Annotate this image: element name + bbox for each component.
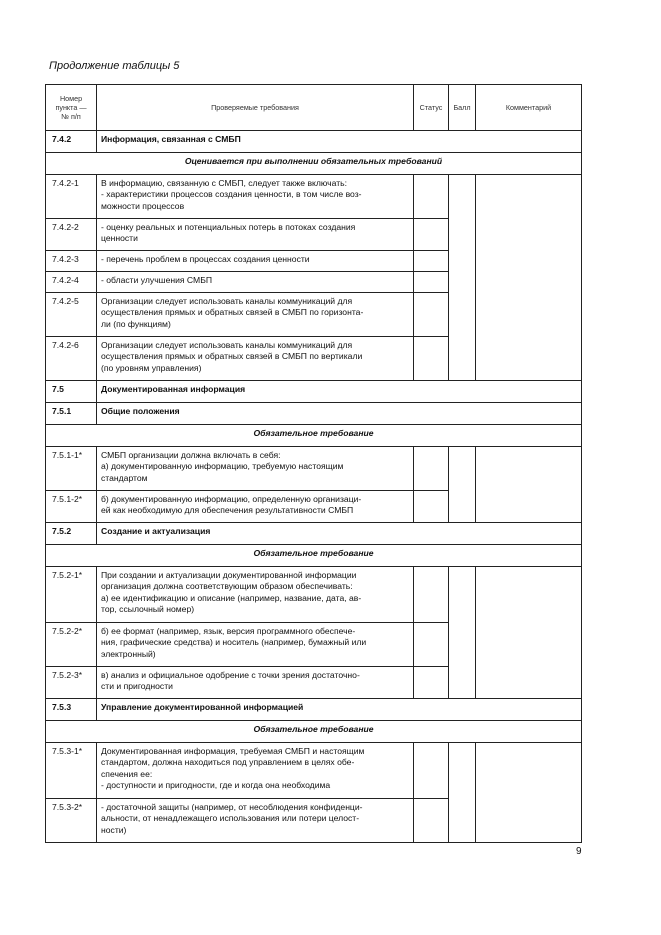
band-text: Оценивается при выполнении обязательных требований: [46, 153, 582, 175]
band-text: Обязательное требование: [46, 545, 582, 567]
row-number: 7.4.2-1: [46, 175, 97, 219]
status-cell[interactable]: [414, 272, 449, 293]
score-cell[interactable]: [449, 175, 476, 381]
row-requirement: - перечень проблем в процессах создания ценности: [97, 251, 414, 272]
row-requirement: в) анализ и официальное одобрение с точки зрения достаточно- сти и пригодности: [97, 667, 414, 699]
section-row: [46, 699, 582, 721]
status-cell[interactable]: [414, 743, 449, 799]
status-cell[interactable]: [414, 623, 449, 667]
score-cell[interactable]: [449, 567, 476, 699]
row-requirement: - достаточной защиты (например, от несоблюдения конфиденци- альности, от ненадлежащего использования или потери целост- ности): [97, 799, 414, 843]
section-row: [46, 523, 582, 545]
comment-cell[interactable]: [476, 175, 582, 381]
section-title: Управление документированной информацией: [97, 699, 582, 721]
row-number: 7.5.1-2*: [46, 491, 97, 523]
status-cell[interactable]: [414, 567, 449, 623]
row-number: 7.5.2-3*: [46, 667, 97, 699]
requirement-band: [46, 153, 582, 175]
section-title: Общие положения: [97, 403, 582, 425]
row-requirement: - области улучшения СМБП: [97, 272, 414, 293]
row-requirement: При создании и актуализации документированной информации организация должна соответствующим образом обеспечивать: а) ее идентификацию и описание (например, название, дата, ав- тор, ссылочный номер): [97, 567, 414, 623]
band-text: Обязательное требование: [46, 721, 582, 743]
band-text: Обязательное требование: [46, 425, 582, 447]
section-row: [46, 403, 582, 425]
row-requirement: Организации следует использовать каналы коммуникаций для осуществления прямых и обратных связей в СМБП по вертикали (по уровням управления): [97, 337, 414, 381]
table-caption: Продолжение таблицы 5: [49, 60, 180, 72]
section-number: 7.4.2: [46, 131, 97, 153]
row-requirement: - оценку реальных и потенциальных потерь в потоках создания ценности: [97, 219, 414, 251]
score-cell[interactable]: [449, 447, 476, 523]
row-requirement: Документированная информация, требуемая СМБП и настоящим стандартом, должна находиться под управлением в целях обе- спечения ее: - доступности и пригодности, где и когда она необходима: [97, 743, 414, 799]
row-requirement: СМБП организации должна включать в себя: а) документированную информацию, требуемую настоящим стандартом: [97, 447, 414, 491]
row-number: 7.5.2-2*: [46, 623, 97, 667]
row-number: 7.4.2-4: [46, 272, 97, 293]
row-requirement: б) документированную информацию, определенную организаци- ей как необходимую для обеспечения результативности СМБП: [97, 491, 414, 523]
section-number: 7.5.3: [46, 699, 97, 721]
section-row: [46, 131, 582, 153]
section-number: 7.5: [46, 381, 97, 403]
status-cell[interactable]: [414, 293, 449, 337]
requirement-band: [46, 721, 582, 743]
status-cell[interactable]: [414, 175, 449, 219]
status-cell[interactable]: [414, 447, 449, 491]
row-requirement: Организации следует использовать каналы коммуникаций для осуществления прямых и обратных связей в СМБП по горизонта- ли (по функциям): [97, 293, 414, 337]
row-number: 7.5.3-2*: [46, 799, 97, 843]
comment-cell[interactable]: [476, 447, 582, 523]
page-number: 9: [576, 846, 582, 857]
comment-cell[interactable]: [476, 567, 582, 699]
table-row: [46, 447, 582, 491]
table-row: [46, 567, 582, 623]
section-row: [46, 381, 582, 403]
header-row: [46, 85, 582, 131]
status-cell[interactable]: [414, 799, 449, 843]
header-number: Номер пункта — № п/п: [46, 85, 97, 131]
row-number: 7.5.3-1*: [46, 743, 97, 799]
section-title: Создание и актуализация: [97, 523, 582, 545]
requirement-band: [46, 425, 582, 447]
row-number: 7.4.2-2: [46, 219, 97, 251]
section-number: 7.5.1: [46, 403, 97, 425]
comment-cell[interactable]: [476, 743, 582, 843]
row-number: 7.5.1-1*: [46, 447, 97, 491]
table-row: [46, 743, 582, 799]
row-number: 7.5.2-1*: [46, 567, 97, 623]
row-number: 7.4.2-6: [46, 337, 97, 381]
row-number: 7.4.2-3: [46, 251, 97, 272]
status-cell[interactable]: [414, 491, 449, 523]
section-title: Документированная информация: [97, 381, 582, 403]
score-cell[interactable]: [449, 743, 476, 843]
header-comment: Комментарий: [476, 85, 582, 131]
section-number: 7.5.2: [46, 523, 97, 545]
row-requirement: б) ее формат (например, язык, версия программного обеспече- ния, графические средства) и носитель (например, бумажный или электронный): [97, 623, 414, 667]
status-cell[interactable]: [414, 667, 449, 699]
section-title: Информация, связанная с СМБП: [97, 131, 582, 153]
requirements-table: [45, 84, 582, 843]
status-cell[interactable]: [414, 337, 449, 381]
row-requirement: В информацию, связанную с СМБП, следует также включать: - характеристики процессов создания ценности, в том числе воз- можности процессов: [97, 175, 414, 219]
header-status: Статус: [414, 85, 449, 131]
table-row: [46, 175, 582, 219]
requirement-band: [46, 545, 582, 567]
header-requirements: Проверяемые требования: [97, 85, 414, 131]
header-score: Балл: [449, 85, 476, 131]
status-cell[interactable]: [414, 219, 449, 251]
status-cell[interactable]: [414, 251, 449, 272]
row-number: 7.4.2-5: [46, 293, 97, 337]
